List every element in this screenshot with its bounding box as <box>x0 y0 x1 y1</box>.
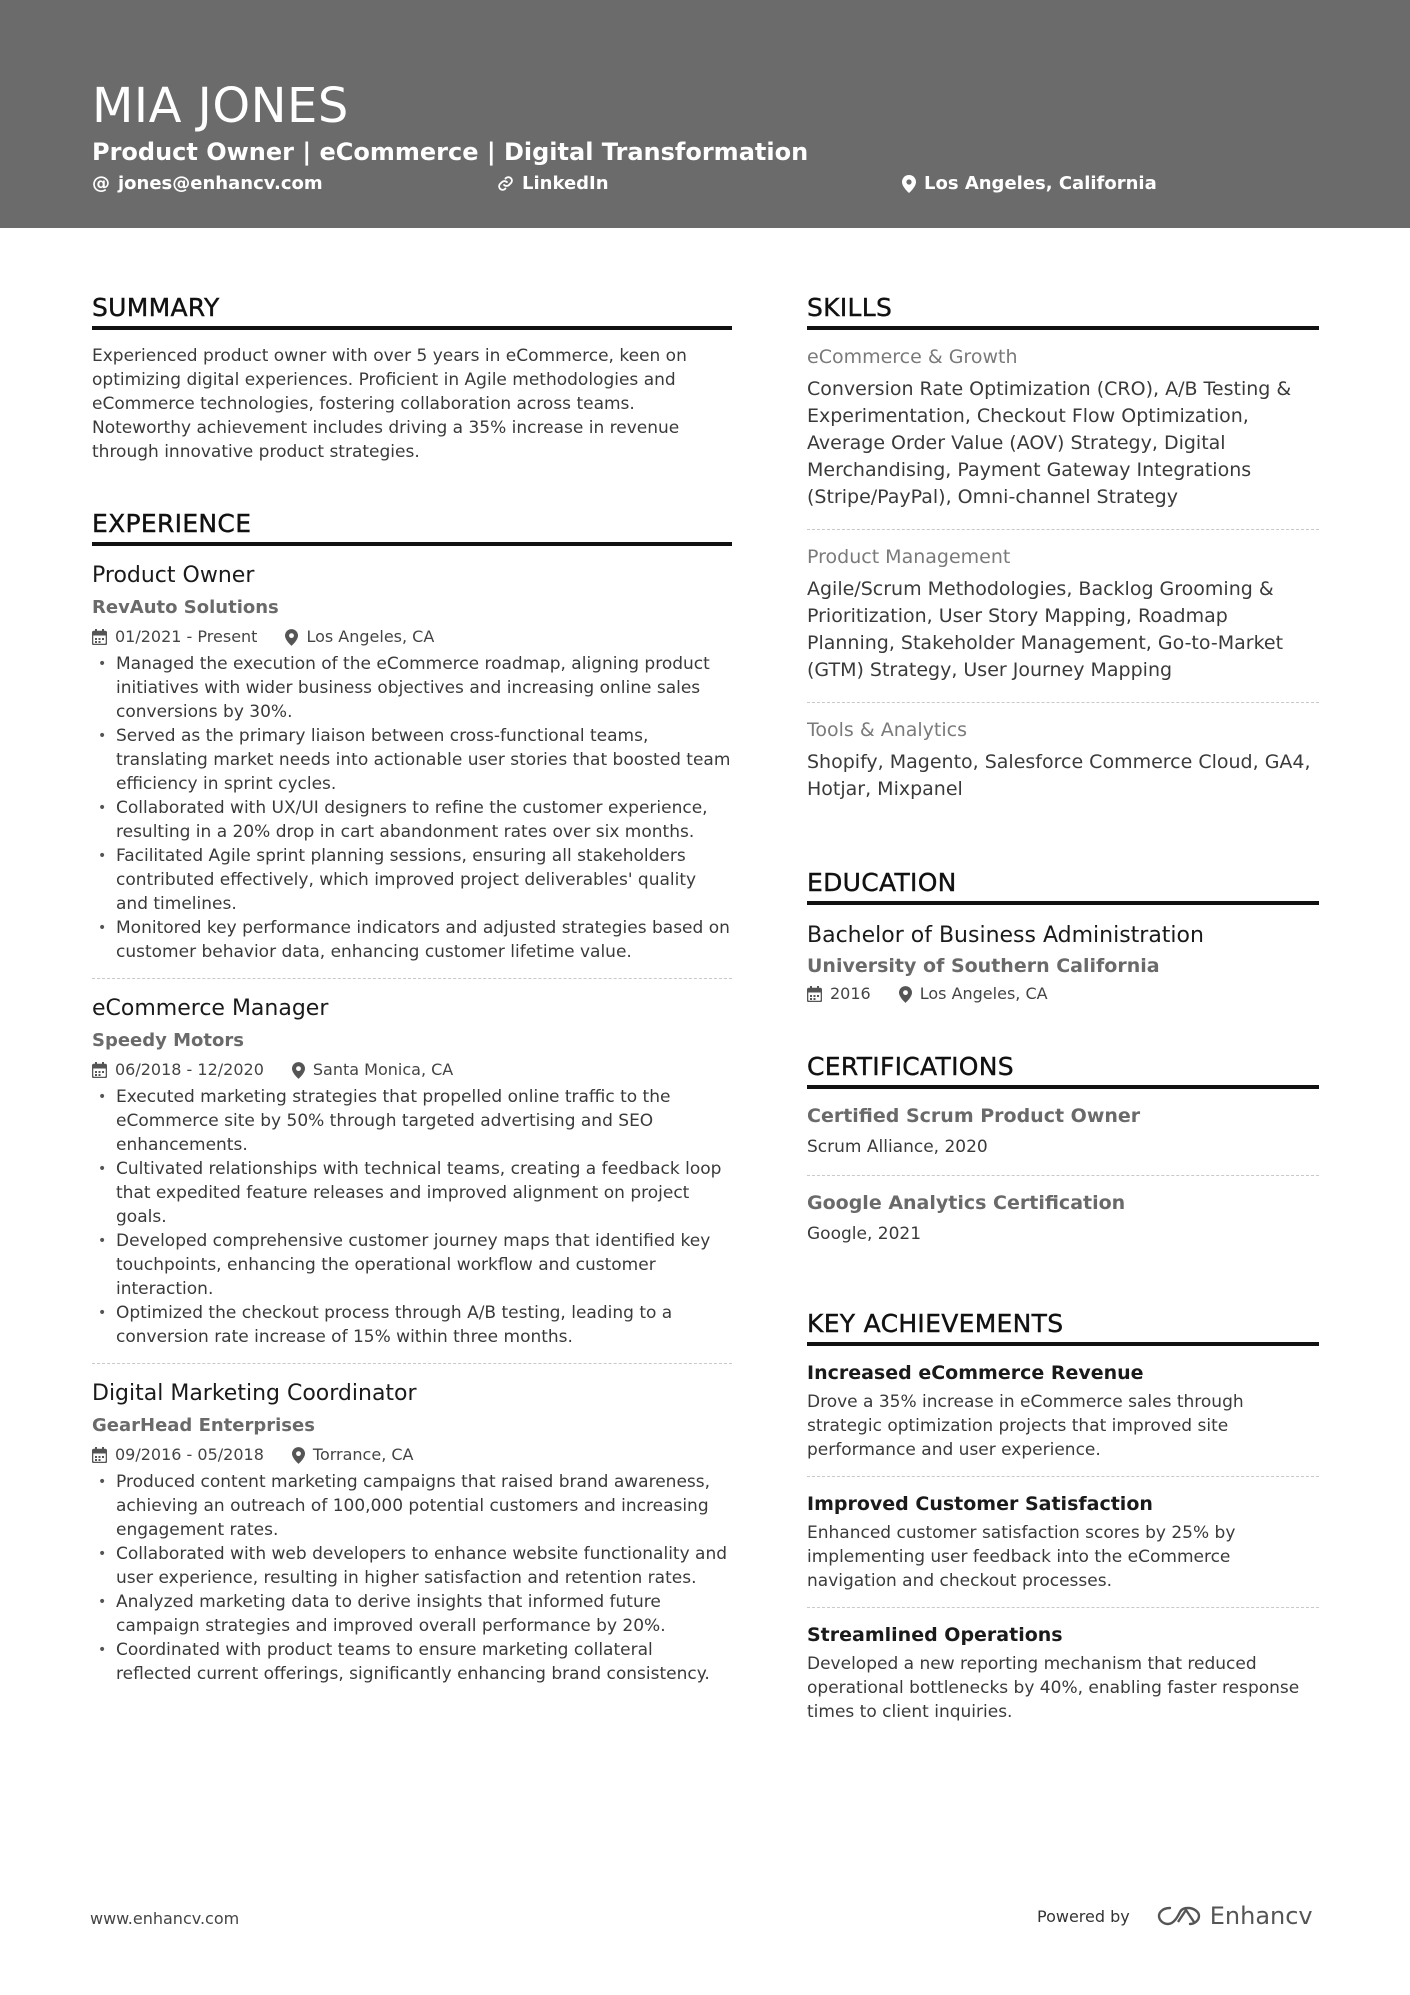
achievement-title: Streamlined Operations <box>807 1624 1063 1646</box>
job-location <box>292 1444 414 1466</box>
job-location-text: Santa Monica, CA <box>312 1060 454 1079</box>
candidate-title: Product Owner | eCommerce | Digital Transformation <box>92 138 809 166</box>
bullet-item: • Coordinated with product teams to ensure marketing collateral reflected current offerings, significantly enhancing brand consistency. <box>92 1638 732 1686</box>
location-text: Los Angeles, California <box>924 173 1157 194</box>
location-contact <box>902 173 1157 194</box>
job-company: RevAuto Solutions <box>92 597 279 618</box>
certifications-heading: CERTIFICATIONS <box>807 1051 1319 1089</box>
skills-section <box>807 292 1319 821</box>
job-dates-text: 01/2021 - Present <box>115 627 258 646</box>
experience-heading: EXPERIENCE <box>92 508 732 546</box>
education-degree: Bachelor of Business Administration <box>807 923 1204 948</box>
summary-text: Experienced product owner with over 5 years in eCommerce, keen on optimizing digital experiences. Proficient in Agile methodologies and eCommerce technologies, fostering collaboration across teams. Noteworthy achievement includes driving a 35% increase in revenue through innovative product strategies. <box>92 346 687 462</box>
calendar-icon <box>92 1062 107 1078</box>
education-heading: EDUCATION <box>807 867 1319 905</box>
calendar-icon <box>92 1447 107 1463</box>
job-dates-text: 06/2018 - 12/2020 <box>115 1060 264 1079</box>
certification-issuer: Google, 2021 <box>807 1224 922 1244</box>
certification-item <box>807 1176 1319 1262</box>
skill-group <box>807 703 1319 821</box>
skill-list: Agile/Scrum Methodologies, Backlog Grooming & Prioritization, User Story Mapping, Roadmap Planning, Stakeholder Management, Go-to-Market (GTM) Strategy, User Journey Mapping <box>807 578 1284 681</box>
achievements-heading: KEY ACHIEVEMENTS <box>807 1308 1319 1346</box>
location-pin-icon <box>292 1062 305 1079</box>
education-meta <box>807 983 1319 1005</box>
enhancv-logo-icon <box>1156 1904 1202 1928</box>
bullet-item: • Cultivated relationships with technical teams, creating a feedback loop that expedited feature releases and improved alignment on project goals. <box>92 1157 732 1229</box>
job-dates <box>92 1444 264 1466</box>
linkedin-text: LinkedIn <box>522 173 609 194</box>
job-location <box>285 626 434 648</box>
skill-group <box>807 330 1319 530</box>
footer-website[interactable]: www.enhancv.com <box>90 1909 240 1928</box>
bullet-item: • Optimized the checkout process through A/B testing, leading to a conversion rate increase of 15% within three months. <box>92 1301 732 1349</box>
bullet-item: • Developed comprehensive customer journey maps that identified key touchpoints, enhancing the operational workflow and customer interaction. <box>92 1229 732 1301</box>
job-dates-text: 09/2016 - 05/2018 <box>115 1445 264 1464</box>
job-company: GearHead Enterprises <box>92 1415 315 1436</box>
summary-heading: SUMMARY <box>92 292 732 330</box>
education-year <box>807 983 871 1005</box>
calendar-icon <box>92 629 107 645</box>
bullet-item: • Executed marketing strategies that propelled online traffic to the eCommerce site by 50% through targeted advertising and SEO enhancements. <box>92 1085 732 1157</box>
achievement-text: Drove a 35% increase in eCommerce sales through strategic optimization projects that improved site performance and user experience. <box>807 1392 1244 1460</box>
job-entry <box>92 979 732 1364</box>
bullet-item: • Facilitated Agile sprint planning sessions, ensuring all stakeholders contributed effectively, which improved project deliverables' quality and timelines. <box>92 844 732 916</box>
certification-name: Certified Scrum Product Owner <box>807 1105 1141 1127</box>
powered-by-label: Powered by <box>1037 1906 1130 1926</box>
at-icon: @ <box>92 173 110 194</box>
link-icon <box>497 175 514 192</box>
job-bullets <box>92 652 732 964</box>
achievement-item <box>807 1346 1319 1477</box>
job-entry <box>92 546 732 979</box>
skill-list: Shopify, Magento, Salesforce Commerce Cloud, GA4, Hotjar, Mixpanel <box>807 751 1311 800</box>
job-entry <box>92 1364 732 1700</box>
job-meta <box>92 1444 732 1466</box>
achievement-item <box>807 1477 1319 1608</box>
location-pin-icon <box>285 629 298 646</box>
job-title: eCommerce Manager <box>92 996 329 1021</box>
bullet-item: • Monitored key performance indicators and adjusted strategies based on customer behavior data, enhancing customer lifetime value. <box>92 916 732 964</box>
skill-group <box>807 530 1319 703</box>
summary-section <box>92 292 732 464</box>
right-column <box>807 292 1319 1784</box>
brand-name: Enhancv <box>1209 1902 1313 1930</box>
job-dates <box>92 626 257 648</box>
education-year-text: 2016 <box>830 984 871 1003</box>
email-contact[interactable] <box>92 173 323 194</box>
certifications-section <box>807 1051 1319 1262</box>
bullet-item: • Analyzed marketing data to derive insights that informed future campaign strategies and improved overall performance by 20%. <box>92 1590 732 1638</box>
footer-branding <box>1037 1902 1313 1930</box>
bullet-item: • Produced content marketing campaigns that raised brand awareness, achieving an outreach of 100,000 potential customers and increasing engagement rates. <box>92 1470 732 1542</box>
education-location <box>899 983 1048 1005</box>
brand-logo[interactable] <box>1156 1902 1313 1930</box>
certification-issuer: Scrum Alliance, 2020 <box>807 1137 988 1157</box>
achievement-text: Developed a new reporting mechanism that reduced operational bottlenecks by 40%, enabling faster response times to client inquiries. <box>807 1654 1300 1722</box>
skills-heading: SKILLS <box>807 292 1319 330</box>
certification-item <box>807 1089 1319 1176</box>
job-location-text: Los Angeles, CA <box>306 627 435 646</box>
skill-category: Tools & Analytics <box>807 719 967 741</box>
achievement-title: Increased eCommerce Revenue <box>807 1362 1144 1384</box>
job-location-text: Torrance, CA <box>312 1445 414 1464</box>
job-dates <box>92 1059 264 1081</box>
location-pin-icon <box>902 175 916 193</box>
email-text: jones@enhancv.com <box>118 173 323 194</box>
job-meta <box>92 1059 732 1081</box>
job-bullets <box>92 1085 732 1349</box>
achievement-item <box>807 1608 1319 1738</box>
job-title: Product Owner <box>92 563 255 588</box>
job-location <box>292 1059 453 1081</box>
job-title: Digital Marketing Coordinator <box>92 1381 417 1406</box>
education-school: University of Southern California <box>807 955 1160 977</box>
location-pin-icon <box>899 986 912 1003</box>
calendar-icon <box>807 986 822 1002</box>
skill-category: Product Management <box>807 546 1011 568</box>
bullet-item: • Managed the execution of the eCommerce roadmap, aligning product initiatives with wider business objectives and increasing online sales conversions by 30%. <box>92 652 732 724</box>
education-section <box>807 867 1319 1005</box>
bullet-item: • Collaborated with web developers to enhance website functionality and user experience, resulting in higher satisfaction and retention rates. <box>92 1542 732 1590</box>
header <box>0 0 1410 228</box>
bullet-item: • Served as the primary liaison between cross-functional teams, translating market needs into actionable user stories that boosted team efficiency in sprint cycles. <box>92 724 732 796</box>
job-bullets <box>92 1470 732 1686</box>
certification-name: Google Analytics Certification <box>807 1192 1126 1214</box>
achievements-section <box>807 1308 1319 1738</box>
education-location-text: Los Angeles, CA <box>919 984 1048 1003</box>
bullet-item: • Collaborated with UX/UI designers to refine the customer experience, resulting in a 20% drop in cart abandonment rates over six months. <box>92 796 732 844</box>
achievement-title: Improved Customer Satisfaction <box>807 1493 1153 1515</box>
job-meta <box>92 626 732 648</box>
skill-category: eCommerce & Growth <box>807 346 1018 368</box>
candidate-name: MIA JONES <box>92 78 349 134</box>
location-pin-icon <box>292 1447 305 1464</box>
skill-list: Conversion Rate Optimization (CRO), A/B Testing & Experimentation, Checkout Flow Optimization, Average Order Value (AOV) Strategy, Digital Merchandising, Payment Gateway Integrations (Stripe/PayPal), Omni-channel Strategy <box>807 378 1292 508</box>
left-column <box>92 292 732 1746</box>
job-company: Speedy Motors <box>92 1030 244 1051</box>
experience-section <box>92 508 732 1700</box>
achievement-text: Enhanced customer satisfaction scores by 25% by implementing user feedback into the eCommerce navigation and checkout processes. <box>807 1523 1236 1591</box>
linkedin-contact[interactable] <box>497 173 609 194</box>
